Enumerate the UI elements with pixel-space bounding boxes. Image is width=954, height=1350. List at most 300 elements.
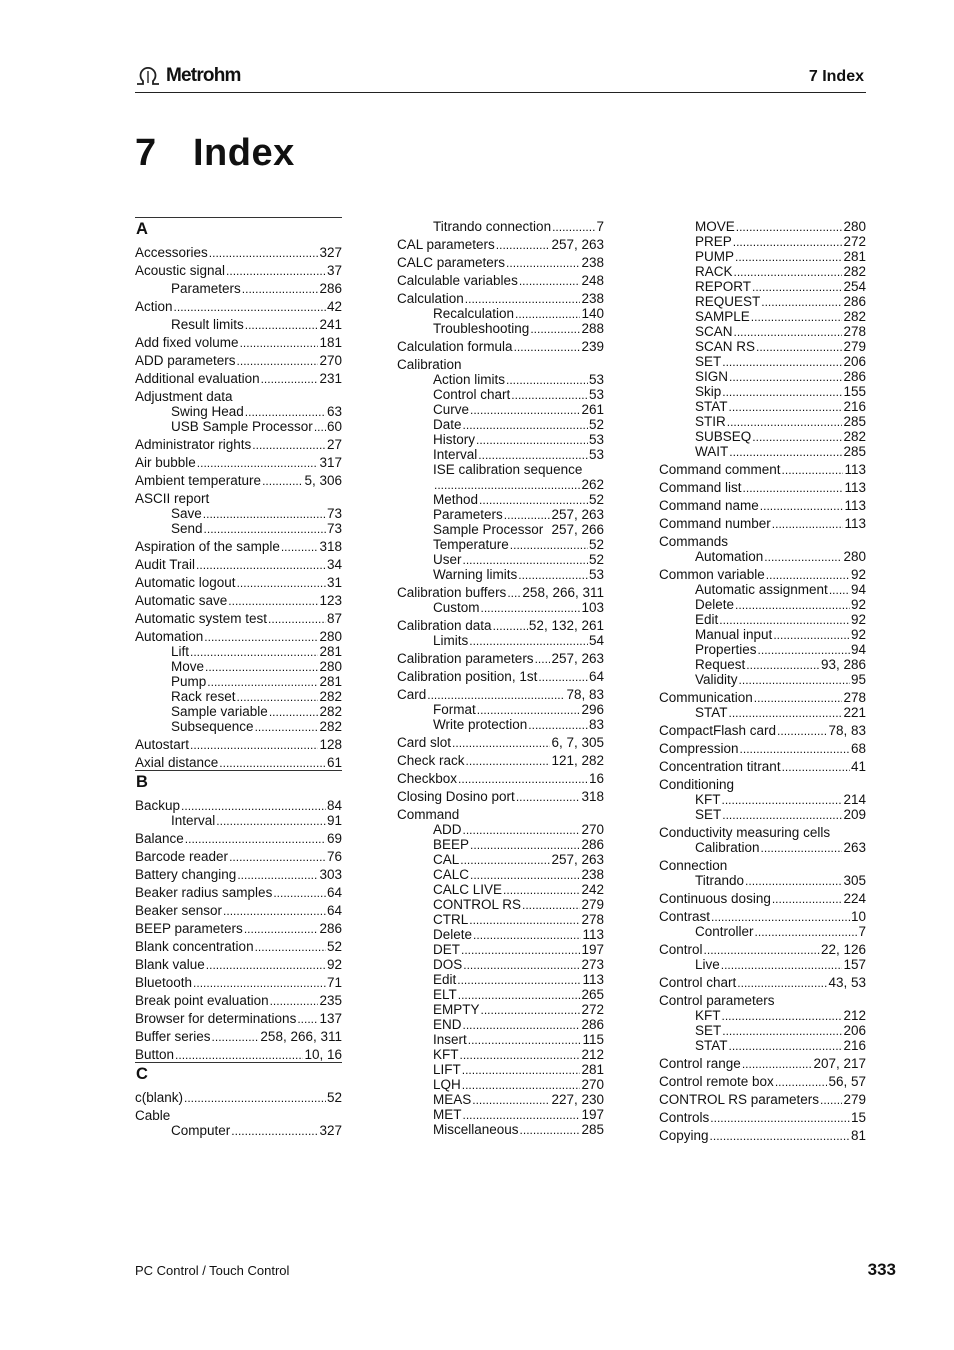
index-subentry	[135, 674, 342, 689]
entry-label: Cable	[135, 1108, 171, 1123]
entry-page-ref: 227, 230	[551, 1092, 604, 1107]
index-entry	[135, 245, 342, 260]
footer-page-number: 333	[867, 1260, 896, 1279]
index-entry	[659, 777, 866, 792]
entry-label: Automation	[695, 549, 764, 564]
entry-page-ref: 128	[319, 737, 342, 752]
entry-label: STAT	[695, 1038, 728, 1053]
index-subentry	[397, 402, 604, 417]
entry-page-ref: 52	[588, 492, 604, 507]
dot-leader	[782, 759, 850, 774]
entry-label: Card	[397, 687, 427, 702]
index-entry	[135, 335, 342, 350]
index-subentry	[659, 354, 866, 369]
dot-leader	[514, 339, 581, 354]
dot-leader	[242, 281, 319, 296]
dot-leader	[722, 1008, 843, 1023]
index-subentry	[397, 477, 604, 492]
entry-page-ref: 5, 306	[304, 473, 342, 488]
entry-page-ref: 212	[581, 1047, 604, 1062]
index-entry	[135, 885, 342, 900]
dot-leader	[472, 1092, 550, 1107]
entry-label: Backup	[135, 798, 181, 813]
index-entry	[135, 539, 342, 554]
index-subentry	[397, 987, 604, 1002]
index-subentry	[659, 309, 866, 324]
index-subentry	[135, 1123, 342, 1138]
entry-page-ref: 10	[850, 909, 866, 924]
dot-leader	[193, 975, 326, 990]
index-subentry	[397, 447, 604, 462]
entry-page-ref: 221	[843, 705, 866, 720]
dot-leader	[457, 972, 581, 987]
index-subentry	[397, 897, 604, 912]
dot-leader	[755, 924, 858, 939]
dot-leader	[244, 921, 319, 936]
index-subentry	[135, 644, 342, 659]
entry-label: Contrast	[659, 909, 711, 924]
entry-label: Blank concentration	[135, 939, 254, 954]
entry-label: Blank value	[135, 957, 205, 972]
dot-leader	[204, 521, 326, 536]
dot-leader	[710, 1110, 850, 1125]
entry-page-ref: 37	[326, 263, 342, 278]
dot-leader	[470, 402, 580, 417]
index-subentry	[659, 324, 866, 339]
dot-leader	[281, 539, 319, 554]
index-entry	[659, 1056, 866, 1071]
dot-leader	[734, 264, 843, 279]
dot-leader	[229, 849, 326, 864]
dot-leader	[496, 237, 551, 252]
entry-label: STAT	[695, 399, 728, 414]
entry-label: Control chart	[659, 975, 737, 990]
index-subentry	[397, 507, 604, 522]
entry-label: REQUEST	[695, 294, 761, 309]
dot-leader	[477, 702, 581, 717]
entry-label: Break point evaluation	[135, 993, 269, 1008]
entry-page-ref: 31	[326, 575, 342, 590]
dot-leader	[460, 852, 550, 867]
entry-label: Action	[135, 299, 173, 314]
index-subentry	[135, 659, 342, 674]
index-entry	[135, 263, 342, 278]
entry-label: Connection	[659, 858, 728, 873]
entry-label: LIFT	[433, 1062, 461, 1077]
entry-label: Additional evaluation	[135, 371, 260, 386]
entry-page-ref: 282	[843, 309, 866, 324]
entry-label: CAL parameters	[397, 237, 495, 252]
index-entry	[397, 273, 604, 288]
index-subentry	[397, 837, 604, 852]
entry-page-ref: 113	[844, 480, 866, 495]
dot-leader	[710, 1128, 850, 1143]
index-subentry	[659, 429, 866, 444]
index-entry	[135, 455, 342, 470]
index-entry	[135, 798, 342, 813]
entry-label: Sample Processor	[433, 522, 544, 537]
entry-page-ref: 64	[326, 903, 342, 918]
entry-label: Control	[659, 942, 703, 957]
dot-leader	[538, 669, 588, 684]
dot-leader	[766, 567, 850, 582]
dot-leader	[729, 705, 843, 720]
dot-leader	[184, 1090, 326, 1105]
dot-leader	[469, 912, 580, 927]
dot-leader	[269, 704, 319, 719]
entry-page-ref: 282	[319, 689, 342, 704]
entry-page-ref: 280	[843, 219, 866, 234]
index-entry	[397, 735, 604, 750]
dot-leader	[434, 477, 580, 492]
index-subentry	[397, 321, 604, 336]
dot-leader	[751, 309, 843, 324]
dot-leader	[722, 807, 842, 822]
index-subentry	[397, 1002, 604, 1017]
index-letter-heading: C	[135, 1062, 342, 1085]
entry-label: CONTROL RS parameters	[659, 1092, 820, 1107]
index-subentry	[135, 419, 342, 434]
entry-label: Button	[135, 1047, 175, 1062]
entry-page-ref: 81	[850, 1128, 866, 1143]
entry-label: KFT	[695, 1008, 721, 1023]
entry-page-ref: 280	[319, 629, 342, 644]
entry-page-ref: 92	[850, 597, 866, 612]
dot-leader	[481, 600, 581, 615]
index-entry	[397, 255, 604, 270]
entry-page-ref: 257, 263	[551, 237, 604, 252]
index-subentry	[135, 404, 342, 419]
dot-leader	[721, 957, 843, 972]
dot-leader	[463, 1107, 581, 1122]
footer-product: PC Control / Touch Control	[135, 1263, 290, 1278]
entry-label: BEEP	[433, 837, 470, 852]
entry-page-ref: 121, 282	[551, 753, 604, 768]
entry-label: Titrando connection	[433, 219, 552, 234]
entry-page-ref: 53	[588, 372, 604, 387]
entry-page-ref: 64	[588, 669, 604, 684]
index-column-1	[135, 217, 342, 1138]
entry-label: EMPTY	[433, 1002, 480, 1017]
entry-label: Request	[695, 657, 746, 672]
entry-label: Troubleshooting	[433, 321, 530, 336]
entry-page-ref: 197	[581, 942, 604, 957]
index-entry	[659, 909, 866, 924]
dot-leader	[466, 753, 551, 768]
dot-leader	[205, 659, 318, 674]
index-entry	[659, 741, 866, 756]
entry-label: Date	[433, 417, 462, 432]
index-subentry	[397, 852, 604, 867]
entry-page-ref: 261	[581, 402, 604, 417]
entry-label: Edit	[695, 612, 719, 627]
dot-leader	[743, 480, 844, 495]
entry-page-ref: 242	[581, 882, 604, 897]
entry-label: Skip	[695, 384, 722, 399]
entry-label: DET	[433, 942, 460, 957]
index-subentry	[397, 1032, 604, 1047]
index-entry	[659, 993, 866, 1008]
index-entry	[397, 585, 604, 600]
dot-leader	[520, 1122, 581, 1137]
entry-label: Move	[171, 659, 205, 674]
entry-label: CTRL	[433, 912, 469, 927]
dot-leader	[739, 672, 850, 687]
dot-leader	[511, 387, 588, 402]
index-entry	[659, 534, 866, 549]
entry-page-ref: 63	[326, 404, 342, 419]
index-subentry	[659, 873, 866, 888]
index-subentry	[659, 672, 866, 687]
dot-leader	[493, 618, 528, 633]
entry-page-ref: 254	[843, 279, 866, 294]
entry-label: Calculation formula	[397, 339, 513, 354]
dot-leader	[462, 1077, 581, 1092]
entry-page-ref: 281	[319, 674, 342, 689]
entry-page-ref: 78, 83	[566, 687, 604, 702]
entry-label: Check rack	[397, 753, 465, 768]
entry-label: WAIT	[695, 444, 729, 459]
index-entry	[135, 867, 342, 882]
dot-leader	[729, 1038, 843, 1053]
entry-page-ref: 235	[319, 993, 342, 1008]
entry-page-ref: 53	[588, 387, 604, 402]
entry-label: Control chart	[433, 387, 511, 402]
index-entry	[659, 891, 866, 906]
entry-page-ref: 278	[843, 324, 866, 339]
index-entry	[135, 939, 342, 954]
entry-label: Closing Dosino port	[397, 789, 515, 804]
entry-label: DOS	[433, 957, 463, 972]
entry-label: Automatic save	[135, 593, 228, 608]
dot-leader	[219, 755, 326, 770]
entry-label: Curve	[433, 402, 470, 417]
index-subentry	[397, 432, 604, 447]
entry-page-ref: 279	[581, 897, 604, 912]
index-entry	[135, 491, 342, 506]
dot-leader	[237, 575, 326, 590]
entry-page-ref: 280	[319, 659, 342, 674]
entry-label: Action limits	[433, 372, 506, 387]
dot-leader	[722, 384, 842, 399]
entry-label: Automatic logout	[135, 575, 236, 590]
entry-label: Conditioning	[659, 777, 735, 792]
entry-page-ref: 281	[581, 1062, 604, 1077]
entry-label: Calculation	[397, 291, 464, 306]
dot-leader	[510, 537, 588, 552]
entry-page-ref: 285	[843, 414, 866, 429]
entry-label: Automation	[135, 629, 204, 644]
entry-label: SAMPLE	[695, 309, 750, 324]
index-subentry	[397, 1047, 604, 1062]
index-subentry	[659, 279, 866, 294]
entry-label: SCAN RS	[695, 339, 756, 354]
entry-page-ref: 327	[319, 245, 342, 260]
dot-leader	[463, 957, 580, 972]
entry-page-ref: 22, 126	[820, 942, 866, 957]
dot-leader	[761, 294, 842, 309]
index-subentry	[659, 705, 866, 720]
dot-leader	[297, 1011, 318, 1026]
index-entry	[135, 557, 342, 572]
index-subentry	[659, 957, 866, 972]
entry-label: Command	[397, 807, 460, 822]
entry-label: Automatic assignment	[695, 582, 828, 597]
dot-leader	[760, 498, 844, 513]
entry-page-ref: 113	[582, 972, 604, 987]
entry-page-ref: 7	[858, 924, 866, 939]
entry-page-ref: 95	[850, 672, 866, 687]
entry-page-ref: 286	[319, 281, 342, 296]
index-subentry	[135, 521, 342, 536]
index-entry	[397, 618, 604, 633]
index-subentry	[659, 840, 866, 855]
index-subentry	[397, 972, 604, 987]
entry-page-ref: 238	[581, 255, 604, 270]
dot-leader	[206, 957, 326, 972]
dot-leader	[463, 552, 588, 567]
dot-leader	[506, 255, 580, 270]
entry-label: Edit	[433, 972, 457, 987]
entry-label: Result limits	[171, 317, 244, 332]
entry-label: Automatic system test	[135, 611, 268, 626]
entry-label: Bluetooth	[135, 975, 193, 990]
entry-page-ref: 15	[850, 1110, 866, 1125]
entry-label: Live	[695, 957, 720, 972]
entry-label: Barcode reader	[135, 849, 229, 864]
entry-page-ref: 288	[581, 321, 604, 336]
entry-label: Buffer series	[135, 1029, 211, 1044]
entry-label: Insert	[433, 1032, 467, 1047]
dot-leader	[515, 306, 580, 321]
dot-leader	[772, 516, 844, 531]
index-entry	[135, 1090, 342, 1105]
dot-leader	[463, 417, 588, 432]
dot-leader	[522, 897, 580, 912]
index-subentry	[397, 1107, 604, 1122]
index-subentry	[659, 219, 866, 234]
dot-leader	[829, 582, 850, 597]
entry-label: MOVE	[695, 219, 735, 234]
entry-page-ref: 56, 57	[828, 1074, 866, 1089]
index-subentry	[397, 462, 604, 477]
dot-leader	[777, 723, 827, 738]
entry-page-ref: 257, 263	[551, 852, 604, 867]
entry-page-ref: 73	[326, 506, 342, 521]
entry-page-ref: 272	[843, 234, 866, 249]
index-entry	[659, 1092, 866, 1107]
dot-leader	[733, 234, 843, 249]
entry-label: Sample variable	[171, 704, 268, 719]
index-entry	[135, 1108, 342, 1123]
entry-label: RACK	[695, 264, 733, 279]
entry-label: SET	[695, 1023, 722, 1038]
index-subentry	[397, 927, 604, 942]
index-subentry	[659, 657, 866, 672]
index-entry	[135, 611, 342, 626]
entry-label: Pump	[171, 674, 207, 689]
entry-page-ref: 53	[588, 432, 604, 447]
entry-label: USB Sample Processor	[171, 419, 313, 434]
entry-page-ref: 53	[588, 447, 604, 462]
index-entry	[135, 1029, 342, 1044]
index-entry	[135, 593, 342, 608]
entry-label: MET	[433, 1107, 462, 1122]
entry-page-ref: 94	[850, 642, 866, 657]
dot-leader	[820, 1092, 842, 1107]
index-subentry	[397, 372, 604, 387]
entry-page-ref: 318	[581, 789, 604, 804]
index-subentry	[659, 399, 866, 414]
dot-leader	[268, 611, 326, 626]
dot-leader	[729, 369, 842, 384]
entry-label: Calibration position, 1st	[397, 669, 538, 684]
index-subentry	[397, 552, 604, 567]
dot-leader	[722, 1023, 842, 1038]
index-subentry	[397, 717, 604, 732]
entry-page-ref: 296	[581, 702, 604, 717]
entry-page-ref: 10, 16	[304, 1047, 342, 1062]
index-subentry	[659, 792, 866, 807]
dot-leader	[528, 717, 588, 732]
dot-leader	[476, 432, 588, 447]
entry-label: Control remote box	[659, 1074, 774, 1089]
entry-page-ref: 140	[581, 306, 604, 321]
entry-page-ref: 270	[581, 1077, 604, 1092]
index-entry	[135, 737, 342, 752]
index-entry	[397, 789, 604, 804]
index-entry	[397, 753, 604, 768]
entry-label: Air bubble	[135, 455, 196, 470]
entry-page-ref: 273	[581, 957, 604, 972]
entry-page-ref: 91	[326, 813, 342, 828]
entry-label: Copying	[659, 1128, 709, 1143]
dot-leader	[473, 927, 581, 942]
entry-page-ref: 52, 132, 261	[528, 618, 604, 633]
entry-label: Administrator rights	[135, 437, 252, 452]
index-entry	[397, 807, 604, 822]
entry-label: Communication	[659, 690, 753, 705]
entry-label: ADD	[433, 822, 462, 837]
index-subentry	[397, 912, 604, 927]
entry-label: User	[433, 552, 462, 567]
dot-leader	[252, 437, 326, 452]
index-subentry	[659, 294, 866, 309]
entry-page-ref: 52	[588, 552, 604, 567]
dot-leader	[463, 1017, 581, 1032]
dot-leader	[722, 354, 842, 369]
dot-leader	[237, 689, 319, 704]
entry-label: CALC LIVE	[433, 882, 503, 897]
entry-page-ref: 272	[581, 1002, 604, 1017]
dot-leader	[704, 942, 820, 957]
entry-label: SET	[695, 354, 722, 369]
entry-page-ref: 282	[319, 704, 342, 719]
entry-label: Common variable	[659, 567, 765, 582]
dot-leader	[745, 873, 842, 888]
entry-page-ref: 281	[319, 644, 342, 659]
entry-label: Commands	[659, 534, 729, 549]
index-entry	[659, 480, 866, 495]
dot-leader	[729, 399, 843, 414]
index-subentry	[659, 1023, 866, 1038]
index-entry	[659, 567, 866, 582]
entry-page-ref: 206	[843, 354, 866, 369]
index-entry	[659, 975, 866, 990]
entry-page-ref: 231	[319, 371, 342, 386]
entry-page-ref: 305	[843, 873, 866, 888]
entry-page-ref: 64	[326, 885, 342, 900]
